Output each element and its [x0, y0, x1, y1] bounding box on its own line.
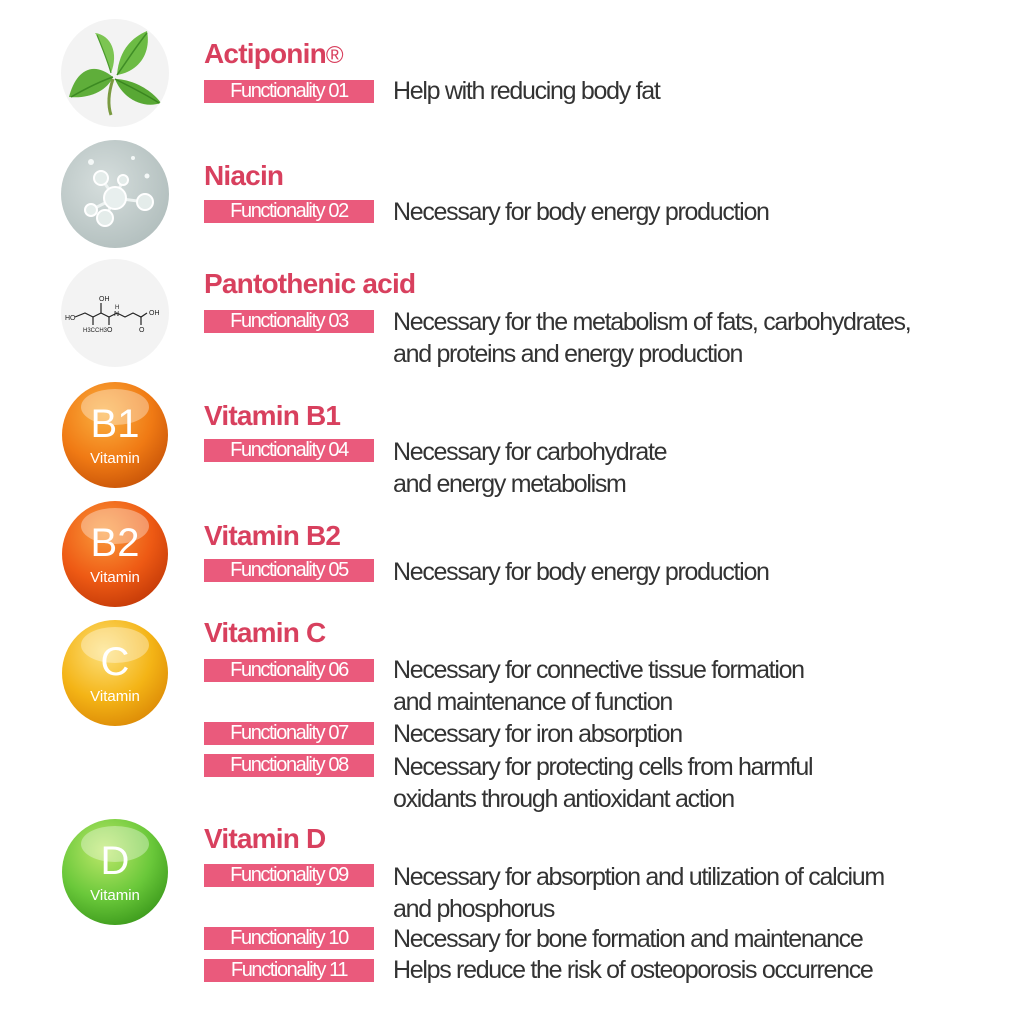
- description-line: Necessary for carbohydrate: [393, 438, 667, 466]
- ingredient-name: Vitamin B1: [204, 400, 341, 431]
- description-line: and phosphorus: [393, 895, 555, 923]
- description-line: and maintenance of function: [393, 688, 673, 716]
- functionality-badge: Functionality 11: [204, 959, 374, 982]
- structure-label: OH: [99, 296, 110, 303]
- chemical-structure-icon: [61, 259, 169, 367]
- functionality-description: [393, 718, 682, 750]
- description-line: Necessary for body energy production: [393, 198, 769, 226]
- description-line: and proteins and energy production: [393, 340, 743, 368]
- functionality-badge: Functionality 03: [204, 310, 374, 333]
- functionality-description: [393, 75, 659, 107]
- functionality-badge: Functionality 10: [204, 927, 374, 950]
- mint-leaf-icon: [61, 19, 169, 127]
- functionality-badge: Functionality 02: [204, 200, 374, 223]
- ingredient-name: [204, 40, 343, 68]
- vitamin-sub: Vitamin: [90, 887, 140, 904]
- structure-label: OH: [149, 310, 160, 317]
- structure-label: HO: [65, 315, 76, 322]
- description-line: Necessary for connective tissue formation: [393, 656, 804, 684]
- vitamin-sub: Vitamin: [90, 569, 140, 586]
- functionality-badge: Functionality 01: [204, 80, 374, 103]
- functionality-badge: Functionality 05: [204, 559, 374, 582]
- functionality-badge: Functionality 04: [204, 439, 374, 462]
- structure-label: O: [107, 327, 113, 334]
- structure-label: O: [139, 327, 145, 334]
- description-line: Necessary for the metabolism of fats, carbohydrates,: [393, 308, 911, 336]
- vitamin-b2-icon: [61, 500, 169, 608]
- description-line: Necessary for absorption and utilization of calcium: [393, 863, 884, 891]
- structure-label: CH3: [95, 328, 108, 334]
- functionality-description: [393, 556, 769, 588]
- ingredient-name-text: Actiponin: [204, 38, 326, 69]
- description-line: Help with reducing body fat: [393, 77, 660, 105]
- vitamin-letter: C: [100, 640, 130, 684]
- description-line: Necessary for protecting cells from harmful: [393, 753, 813, 781]
- functionality-badge: Functionality 08: [204, 754, 374, 777]
- description-line: oxidants through antioxidant action: [393, 785, 734, 813]
- ingredient-name: Vitamin D: [204, 823, 326, 854]
- vitamin-sub: Vitamin: [90, 688, 140, 705]
- ingredient-name: Vitamin B2: [204, 520, 341, 551]
- functionality-description: [393, 923, 863, 955]
- functionality-description: [393, 654, 804, 718]
- vitamin-c-icon: [61, 619, 169, 727]
- vitamin-sub: Vitamin: [90, 450, 140, 467]
- structure-label: H3C: [83, 328, 96, 334]
- functionality-badge: Functionality 07: [204, 722, 374, 745]
- functionality-description: [393, 751, 812, 815]
- vitamin-d-icon: [61, 818, 169, 926]
- registered-mark: ®: [325, 42, 343, 69]
- ingredient-name: Vitamin C: [204, 617, 326, 648]
- functionality-description: [393, 196, 769, 228]
- vitamin-letter: B1: [90, 402, 140, 446]
- functionality-description: [393, 954, 873, 986]
- description-line: Necessary for bone formation and maintenance: [393, 925, 863, 953]
- description-line: Helps reduce the risk of osteoporosis occurrence: [393, 956, 873, 984]
- structure-label: H: [115, 305, 120, 311]
- vitamin-letter: B2: [90, 521, 140, 565]
- description-line: and energy metabolism: [393, 470, 626, 498]
- structure-label: N: [114, 311, 120, 318]
- functionality-badge: Functionality 09: [204, 864, 374, 887]
- description-line: Necessary for body energy production: [393, 558, 769, 586]
- ingredient-name: Pantothenic acid: [204, 268, 416, 299]
- molecule-bubbles-icon: [61, 140, 169, 248]
- functionality-description: [393, 861, 884, 925]
- vitamin-b1-icon: [61, 381, 169, 489]
- functionality-description: [393, 436, 666, 500]
- ingredient-name: Niacin: [204, 160, 284, 191]
- vitamin-letter: D: [100, 839, 130, 883]
- description-line: Necessary for iron absorption: [393, 720, 682, 748]
- functionality-description: [393, 306, 910, 370]
- functionality-badge: Functionality 06: [204, 659, 374, 682]
